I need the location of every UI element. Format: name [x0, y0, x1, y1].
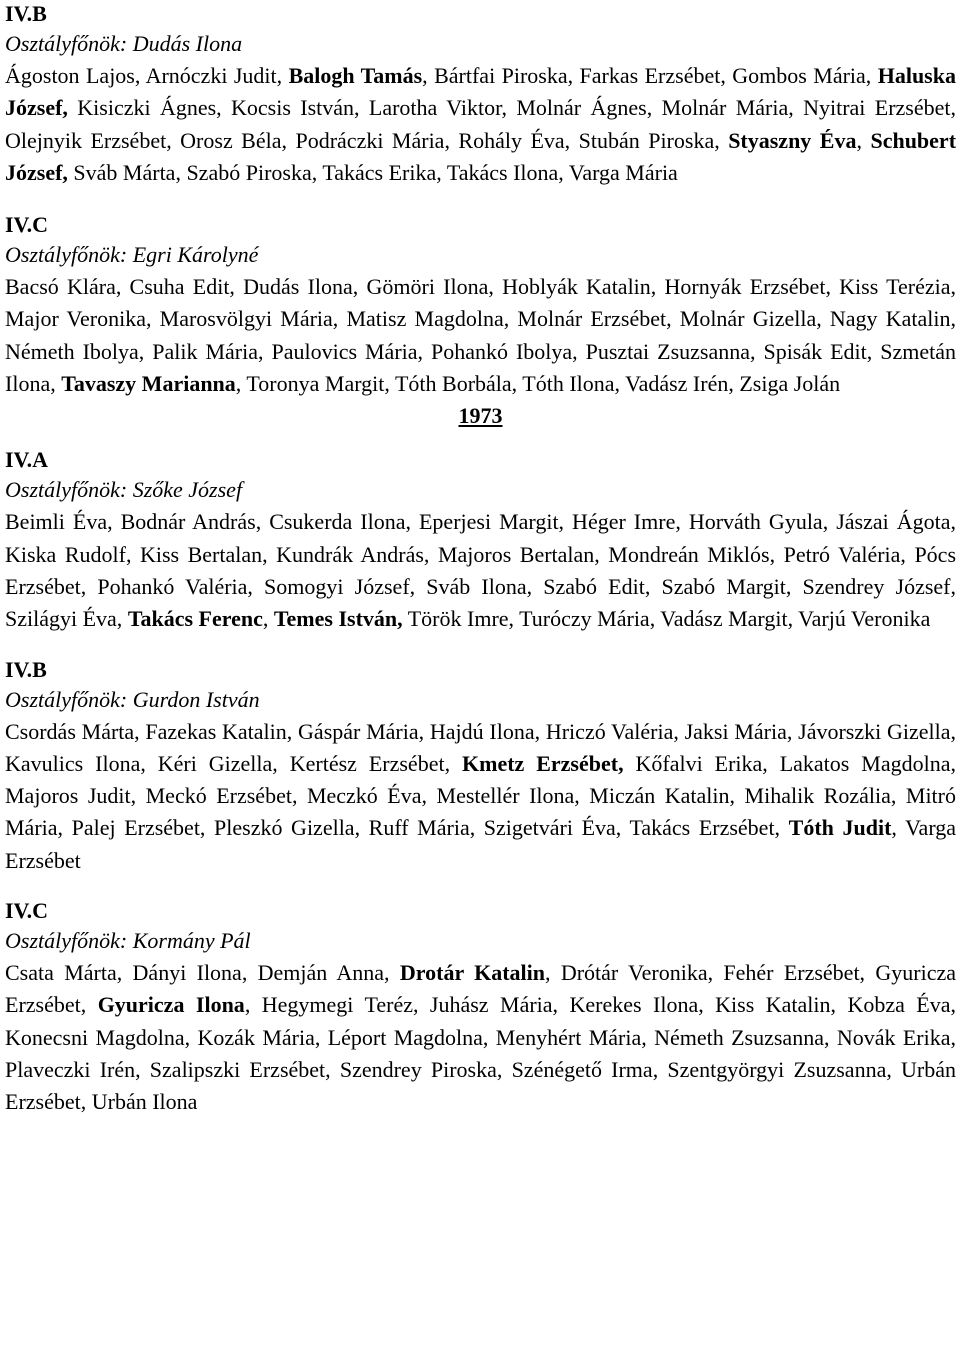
highlighted-name: Haluska József, — [5, 63, 956, 121]
name-text: Csata Márta, Dányi Ilona, Demján Anna, — [5, 960, 400, 986]
student-list — [5, 957, 956, 1118]
class-teacher: Osztályfőnök: Gurdon István — [5, 686, 260, 712]
highlighted-name: Kmetz Erzsébet, — [462, 750, 624, 776]
class-heading: IV.B — [5, 656, 47, 682]
highlighted-name: Drotár Katalin — [399, 960, 546, 986]
student-list — [5, 271, 956, 400]
name-text: Ágoston Lajos, Arnóczki Judit, — [5, 63, 289, 88]
name-text: , — [262, 606, 274, 632]
name-text: Kisiczki Ágnes, Kocsis István, Larotha Viktor, Molnár Ágnes, Molnár Mária, Nyitrai Erzsébet, Olejnyik Erzsébet, Orosz Béla, Podráczki Mária, Rohály Éva, Stubán Piroska, — [5, 95, 956, 153]
name-text: , — [856, 127, 871, 153]
year-text: 1973 — [458, 403, 503, 429]
highlighted-name: Tavaszy Marianna — [61, 371, 236, 397]
name-text: , Hegymegi Teréz, Juhász Mária, Kerekes Ilona, Kiss Katalin, Kobza Éva, Konecsni Magdolna, Kozák Mária, Léport Magdolna, Menyhért Mária, Németh Zsuzsanna, Novák Erika, Plaveczki Irén, Szalipszki Erzsébet, Szendrey Piroska, Szénégető Irma, Szentgyörgyi Zsuzsanna, Urbán Erzsébet, Urbán Ilona — [5, 992, 957, 1115]
class-heading: IV.C — [5, 898, 49, 924]
class-heading: IV.B — [5, 1, 47, 26]
highlighted-name: Schubert József, — [5, 127, 957, 185]
highlighted-name: Styaszny Éva — [728, 127, 857, 153]
name-text: , Drótár Veronika, Fehér Erzsébet, Gyuricza Erzsébet, — [5, 960, 956, 1018]
student-list — [5, 506, 956, 635]
year-heading — [5, 400, 956, 432]
student-list — [5, 60, 956, 189]
name-text: , Bártfai Piroska, Farkas Erzsébet, Gombos Mária, — [422, 63, 878, 88]
class-heading: IV.A — [5, 447, 49, 473]
highlighted-name: Takács Ferenc — [127, 606, 263, 632]
name-text: Beimli Éva, Bodnár András, Csukerda Ilona, Eperjesi Margit, Héger Imre, Horváth Gyula, Jászai Ágota, Kiska Rudolf, Kiss Bertalan, Kundrák András, Majoros Bertalan, Mondreán Miklós, Petró Valéria, Pócs Erzsébet, Pohankó Valéria, Somogyi József, Sváb Ilona, Szabó Edit, Szabó Margit, Szendrey József, Szilágyi Éva, — [5, 509, 956, 632]
name-text: , Toronya Margit, Tóth Borbála, Tóth Ilona, Vadász Irén, Zsiga Jolán — [235, 371, 841, 397]
class-section-ivb — [5, 656, 956, 877]
class-section-iva — [5, 446, 956, 635]
student-list — [5, 716, 956, 877]
name-text: Kőfalvi Erika, Lakatos Magdolna, Majoros Judit, Meckó Erzsébet, Meczkó Éva, Mestellér Ilona, Miczán Katalin, Mihalik Rozália, Mitró Mária, Palej Erzsébet, Pleszkó Gizella, Ruff Mária, Szigetvári Éva, Takács Erzsébet, — [5, 750, 956, 841]
class-teacher: Osztályfőnök: Dudás Ilona — [5, 31, 243, 56]
name-text: Török Imre, Turóczy Mária, Vadász Margit, Varjú Veronika — [402, 606, 931, 632]
highlighted-name: Temes István, — [273, 606, 403, 632]
class-teacher: Osztályfőnök: Egri Károlyné — [5, 242, 259, 268]
class-section-ivc-prev — [5, 211, 956, 400]
name-text: , Varga Erzsébet — [5, 815, 957, 873]
class-section-ivc — [5, 897, 956, 1118]
name-text: Sváb Márta, Szabó Piroska, Takács Erika, Takács Ilona, Varga Mária — [67, 159, 678, 185]
highlighted-name: Tóth Judit — [788, 815, 892, 841]
document-page — [5, 0, 956, 1119]
class-teacher: Osztályfőnök: Szőke József — [5, 477, 243, 503]
name-text: Bacsó Klára, Csuha Edit, Dudás Ilona, Gömöri Ilona, Hoblyák Katalin, Hornyák Erzsébet, Kiss Terézia, Major Veronika, Marosvölgyi Mária, Matisz Magdolna, Molnár Erzsébet, Molnár Gizella, Nagy Katalin, Németh Ibolya, Palik Mária, Paulovics Mária, Pohankó Ibolya, Pusztai Zsuzsanna, Spisák Edit, Szmetán Ilona, — [5, 274, 956, 397]
class-teacher: Osztályfőnök: Kormány Pál — [5, 928, 251, 954]
name-text: Csordás Márta, Fazekas Katalin, Gáspár Mária, Hajdú Ilona, Hriczó Valéria, Jaksi Mária, Jávorszki Gizella, Kavulics Ilona, Kéri Gizella, Kertész Erzsébet, — [5, 718, 956, 776]
class-section-ivb-1973-prev — [5, 0, 956, 189]
highlighted-name: Balogh Tamás — [288, 63, 423, 88]
highlighted-name: Gyuricza Ilona — [97, 992, 245, 1018]
class-heading: IV.C — [5, 212, 49, 238]
